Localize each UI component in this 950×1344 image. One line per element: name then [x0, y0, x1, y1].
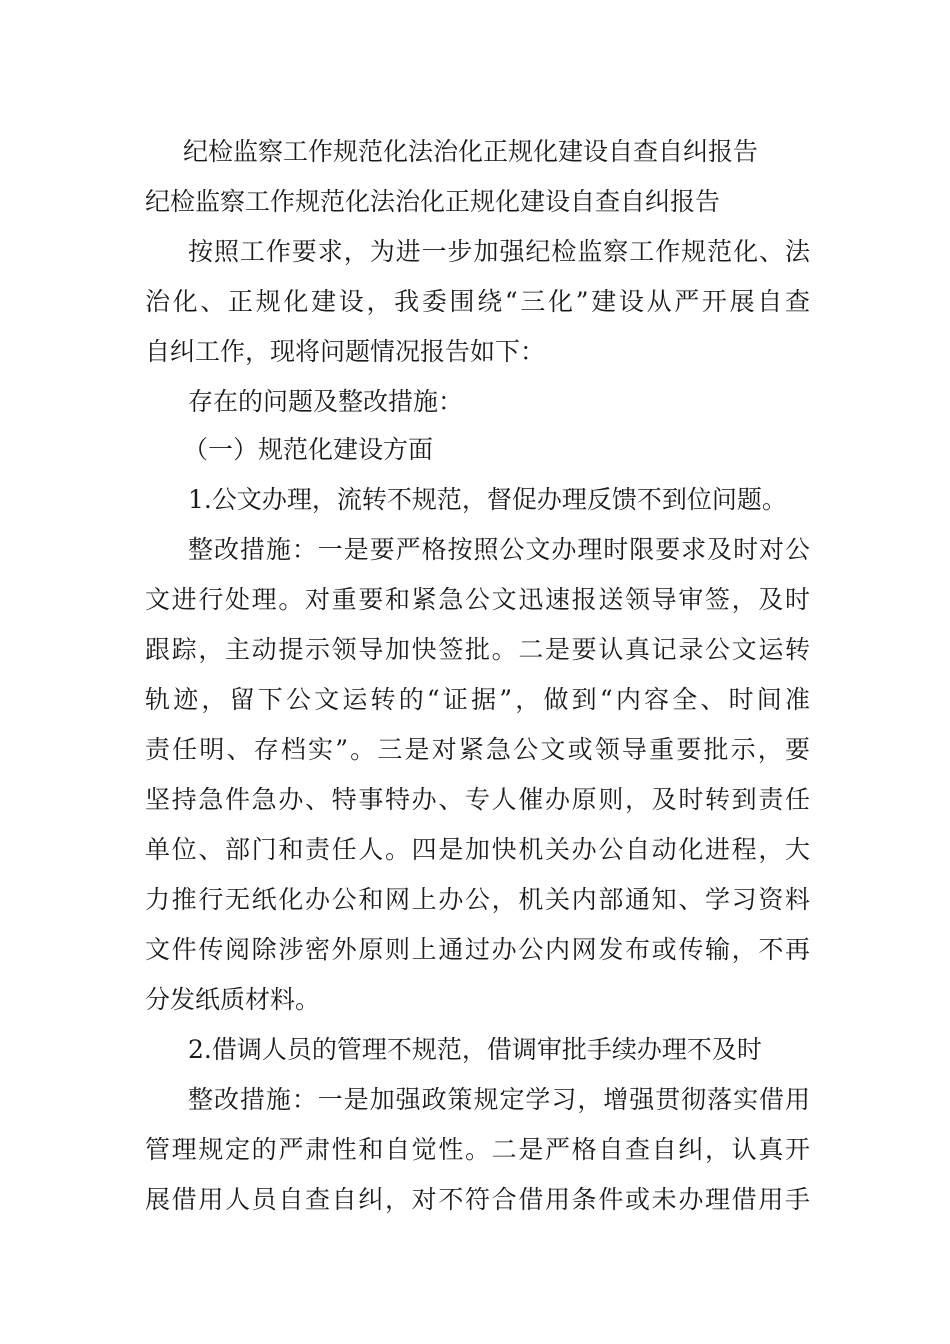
- item-2-measure-line-1: 整改措施：一是加强政策规定学习，增强贯彻落实借用: [188, 1085, 810, 1114]
- intro-line-1: 按照工作要求，为进一步加强纪检监察工作规范化、法: [188, 237, 810, 266]
- intro-line-3: 自纠工作，现将问题情况报告如下：: [145, 337, 546, 366]
- item-1-measure-line-4: 轨迹，留下公文运转的“证据”，做到“内容全、时间准: [145, 685, 810, 714]
- item-1-measure-line-9: 文件传阅除涉密外原则上通过办公内网发布或传输，不再: [145, 935, 810, 964]
- item-2-measure-line-2: 管理规定的严肃性和自觉性。二是严格自查自纠，认真开: [145, 1135, 810, 1164]
- section-1-heading: （一）规范化建设方面: [183, 435, 434, 464]
- item-1-measure-line-5: 责任明、存档实”。三是对紧急公文或领导重要批示，要: [145, 735, 810, 764]
- item-1-measure-line-2: 文进行处理。对重要和紧急公文迅速报送领导审签，及时: [145, 585, 810, 614]
- item-2-measure-line-3: 展借用人员自查自纠，对不符合借用条件或未办理借用手: [145, 1185, 810, 1214]
- item-2-title: 2.借调人员的管理不规范，借调审批手续办理不及时: [188, 1035, 762, 1064]
- document-title-repeated: 纪检监察工作规范化法治化正规化建设自查自纠报告: [145, 187, 721, 216]
- section-intro: 存在的问题及整改措施：: [188, 387, 464, 416]
- item-1-measure-line-8: 力推行无纸化办公和网上办公，机关内部通知、学习资料: [145, 885, 810, 914]
- item-1-measure-line-6: 坚持急件急办、特事特办、专人催办原则，及时转到责任: [145, 785, 810, 814]
- item-1-measure-line-7: 单位、部门和责任人。四是加快机关办公自动化进程，大: [145, 835, 810, 864]
- item-1-measure-line-1: 整改措施：一是要严格按照公文办理时限要求及时对公: [188, 535, 810, 564]
- intro-line-2: 治化、正规化建设，我委围绕“三化”建设从严开展自查: [145, 287, 810, 316]
- document-title: 纪检监察工作规范化法治化正规化建设自查自纠报告: [183, 137, 759, 166]
- item-1-title: 1.公文办理，流转不规范，督促办理反馈不到位问题。: [188, 485, 787, 514]
- item-1-measure-line-3: 跟踪，主动提示领导加快签批。二是要认真记录公文运转: [145, 635, 810, 664]
- item-1-measure-line-10: 分发纸质材料。: [145, 985, 321, 1014]
